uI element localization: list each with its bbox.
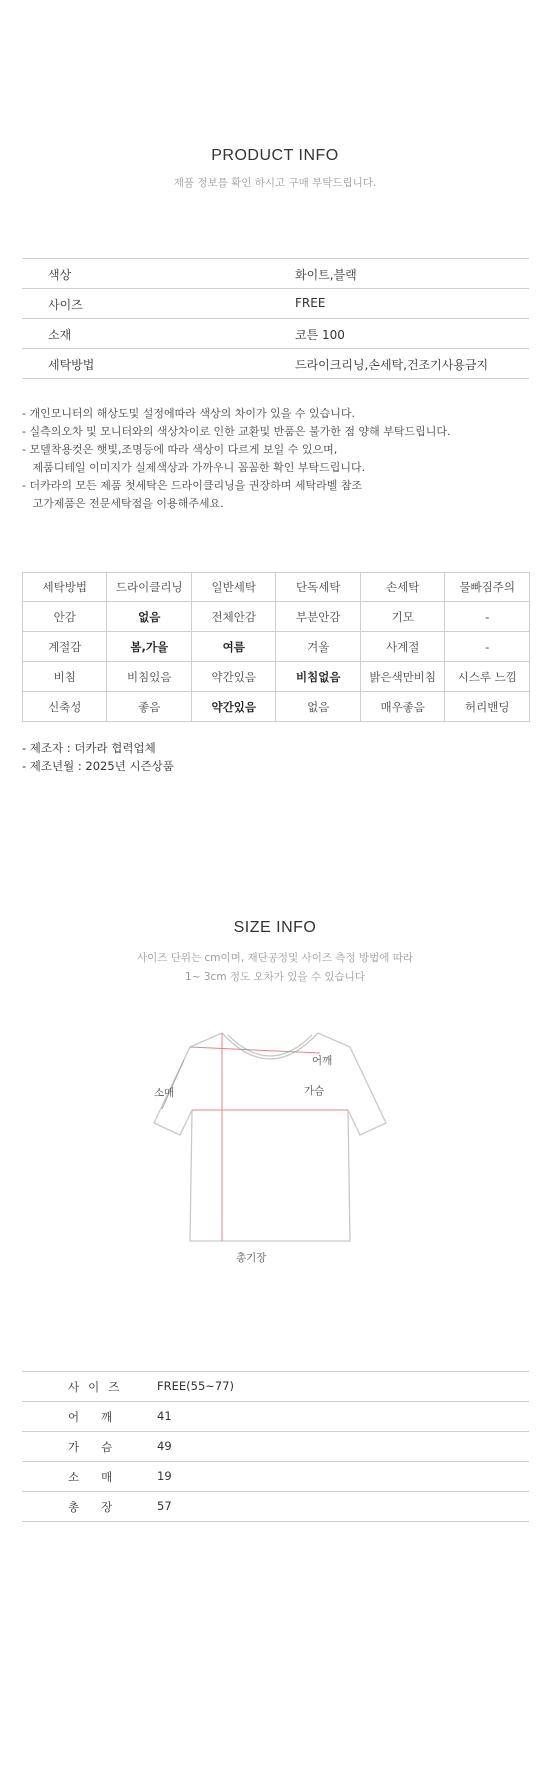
care-row-label: 신축성 [23, 692, 107, 722]
care-row-sheer [23, 662, 530, 692]
size-row [22, 1461, 529, 1491]
care-cell: 여름 [192, 632, 276, 662]
care-cell: 약간있음 [192, 662, 276, 692]
divider [22, 378, 529, 379]
care-cell: 매우좋음 [360, 692, 444, 722]
size-row [22, 1431, 529, 1461]
product-info-subtitle: 제품 정보를 확인 하시고 구매 부탁드립니다. [173, 177, 377, 189]
label-chest: 가슴 [304, 1085, 325, 1097]
care-header-cell: 손세탁 [360, 573, 444, 602]
tshirt-diagram [150, 1025, 390, 1250]
care-cell: - [445, 632, 530, 662]
info-row-size [22, 288, 529, 318]
care-header-cell: 물빠짐주의 [445, 573, 530, 602]
size-key: 가슴 [68, 1440, 135, 1454]
product-info-title: PRODUCT INFO [211, 147, 339, 164]
info-value: FREE [295, 296, 326, 310]
care-cell: 비침없음 [276, 662, 360, 692]
tshirt-outline [154, 1033, 386, 1241]
care-cell: 시스루 느낌 [445, 662, 530, 692]
label-shoulder: 어깨 [312, 1055, 333, 1067]
info-row-washing [22, 348, 529, 378]
label-sleeve: 소매 [154, 1087, 175, 1099]
care-cell: 약간있음 [192, 692, 276, 722]
care-row-stretch [23, 692, 530, 722]
note-line: - 더카라의 모든 제품 첫세탁은 드라이클리닝을 권장하며 세탁라벨 참조 [22, 479, 363, 492]
maker-line: - 제조년월 : 2025년 시즌상품 [22, 759, 174, 773]
size-key: 총장 [68, 1500, 135, 1514]
size-info-subtitle-2: 1~ 3cm 정도 오차가 있을 수 있습니다 [185, 971, 365, 983]
info-key: 사이즈 [48, 298, 83, 312]
size-row [22, 1401, 529, 1431]
care-cell: 기모 [360, 602, 444, 632]
note-line: - 실측의오차 및 모니터와의 색상차이로 인한 교환및 반품은 불가한 점 양해 부탁드립니다. [22, 425, 451, 438]
size-key: 어깨 [68, 1410, 135, 1424]
care-cell: 비침있음 [107, 662, 192, 692]
care-cell: 부분안감 [276, 602, 360, 632]
care-row-season [23, 632, 530, 662]
size-value: 57 [157, 1499, 172, 1513]
info-key: 색상 [48, 268, 72, 282]
note-line: - 개인모니터의 해상도및 설정에따라 색상의 차이가 있을 수 있습니다. [22, 407, 355, 420]
size-value: 19 [157, 1469, 172, 1483]
care-row-label: 안감 [23, 602, 107, 632]
info-value: 코튼 100 [295, 328, 345, 342]
size-info-subtitle-1: 사이즈 단위는 cm이며, 재단공정및 사이즈 측정 방법에 따라 [137, 952, 413, 964]
care-row-label: 비침 [23, 662, 107, 692]
care-cell: 겨울 [276, 632, 360, 662]
care-cell: - [445, 602, 530, 632]
label-length: 총기장 [236, 1252, 267, 1264]
care-cell: 허리밴딩 [445, 692, 530, 722]
info-row-material [22, 318, 529, 348]
note-line: 고가제품은 전문세탁점을 이용해주세요. [22, 497, 224, 510]
maker-line: - 제조자 : 더카라 협력업체 [22, 741, 156, 755]
care-table-header [23, 573, 530, 602]
care-cell: 사계절 [360, 632, 444, 662]
info-value: 화이트,블랙 [295, 268, 357, 282]
info-value: 드라이크리닝,손세탁,건조기사용금지 [295, 358, 489, 372]
care-header-cell: 단독세탁 [276, 573, 360, 602]
size-row [22, 1491, 529, 1521]
info-key: 소재 [48, 328, 72, 342]
care-header-cell: 드라이클리닝 [107, 573, 192, 602]
size-value: FREE(55~77) [157, 1379, 235, 1393]
care-cell: 좋음 [107, 692, 192, 722]
notes-list [22, 405, 532, 513]
care-cell: 봄,가을 [107, 632, 192, 662]
care-header-cell: 일반세탁 [192, 573, 276, 602]
care-cell: 전체안감 [192, 602, 276, 632]
size-key: 소매 [68, 1470, 135, 1484]
care-cell: 없음 [276, 692, 360, 722]
size-row [22, 1371, 529, 1401]
size-info-title: SIZE INFO [233, 919, 317, 936]
size-value: 49 [157, 1439, 172, 1453]
size-value: 41 [157, 1409, 172, 1423]
care-cell: 밝은색만비침 [360, 662, 444, 692]
info-row-color [22, 258, 529, 288]
note-line: 제품디테일 이미지가 실제색상과 가까우니 꼼꼼한 확인 부탁드립니다. [22, 461, 366, 474]
care-cell: 없음 [107, 602, 192, 632]
maker-info [22, 739, 174, 775]
divider [22, 1521, 529, 1522]
care-row-label: 계절감 [23, 632, 107, 662]
note-line: - 모델착용컷은 햇빛,조명등에 따라 색상이 다르게 보일 수 있으며, [22, 443, 338, 456]
care-row-lining [23, 602, 530, 632]
care-header-cell: 세탁방법 [23, 573, 107, 602]
care-table [22, 572, 530, 722]
info-key: 세탁방법 [48, 358, 95, 372]
size-key: 사이즈 [68, 1380, 129, 1394]
